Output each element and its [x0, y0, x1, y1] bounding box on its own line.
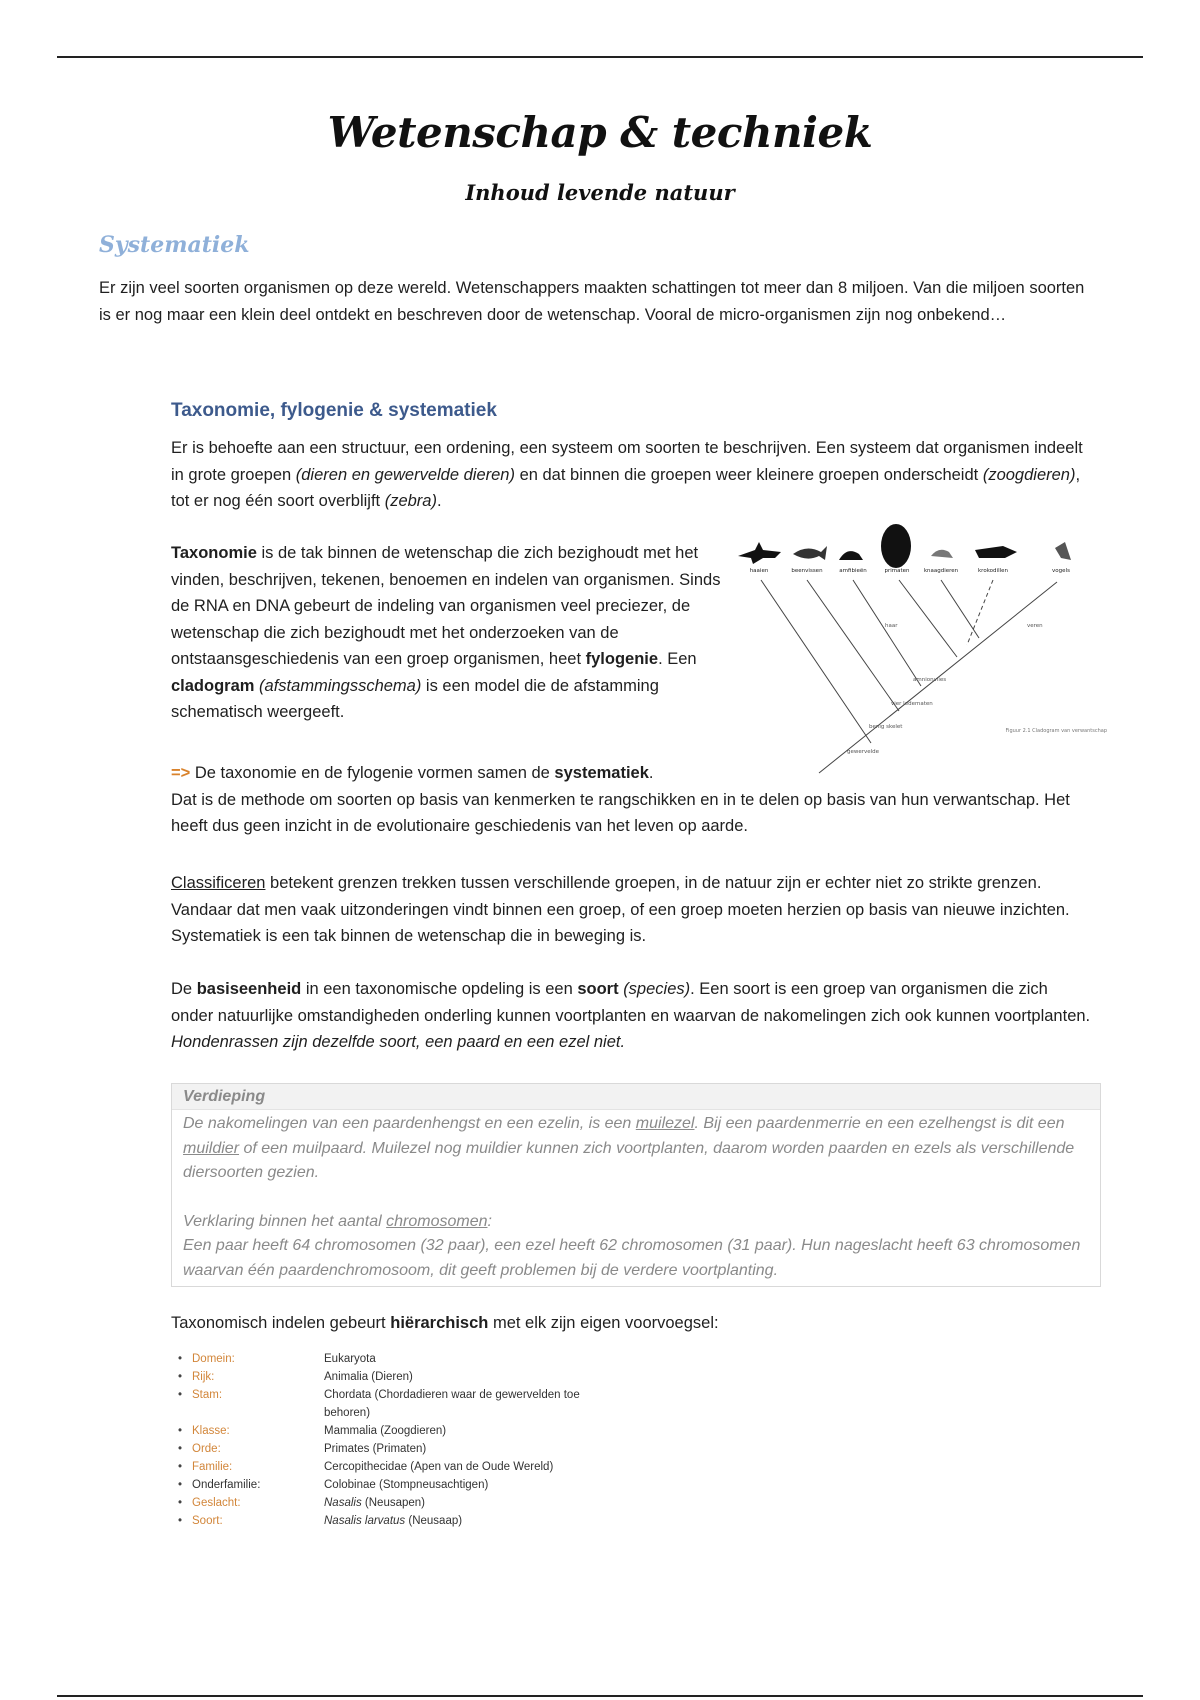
crocodile-icon	[975, 546, 1017, 558]
taxon-label: amfibieën	[839, 568, 867, 574]
node-label: vier ledematen	[891, 701, 933, 707]
taxon-label: primaten	[884, 568, 910, 574]
shark-icon	[738, 542, 781, 564]
bird-icon	[1055, 542, 1071, 560]
paragraph-systematiek: => De taxonomie en de fylogenie vormen samen de systematiek. Dat is de methode om soorten op basis van kenmerken te rangschikken en in te delen op basis van hun verwantschap. Het heeft dus geen inzicht in de evolutionaire geschiedenis van het leven op aarde.	[171, 764, 1070, 835]
figure-caption: Figuur 2.1 Cladogram van verwantschap	[1005, 728, 1107, 734]
taxon-label: beenvissen	[791, 568, 823, 574]
node-label: benig skelet	[869, 724, 903, 730]
paragraph-taxonomie: Taxonomie is de tak binnen de wetenschap die zich bezighoudt met het vinden, beschrijven, tekenen, benoemen en indelen van organismen. Sinds de RNA en DNA gebeurt de indeling van organismen veel preciezer, de wetenschap die zich bezighoudt met het onderzoeken van de ontstaansgeschiedenis van een groep organismen, heet fylogenie. Een cladogram (afstammingsschema) is een model die de afstamming schematisch weergeeft.	[171, 544, 721, 721]
fish-icon	[793, 546, 827, 560]
node-label: haar	[885, 623, 898, 629]
list-item: • Familie: Cercopithecidae (Apen van de Oude Wereld)	[178, 1461, 554, 1473]
list-item: • Stam: Chordata (Chordadieren waar de gewervelden toe	[178, 1389, 580, 1401]
paragraph-hierarchisch: Taxonomisch indelen gebeurt hiërarchisch met elk zijn eigen voorvoegsel:	[171, 1314, 719, 1332]
taxon-label: krokodillen	[978, 568, 1008, 574]
list-item: • Onderfamilie: Colobinae (Stompneusachtigen)	[178, 1479, 489, 1491]
section-heading-systematiek: Systematiek	[99, 232, 250, 258]
taxon-label: haaien	[749, 568, 769, 574]
animal-silhouettes	[738, 524, 1071, 568]
arrow-icon: =>	[171, 764, 191, 782]
intro-paragraph: Er zijn veel soorten organismen op deze wereld. Wetenschappers maakten schattingen tot meer dan 8 miljoen. Van die miljoen soorten is er nog maar een klein deel ontdekt en beschreven door de wetenschap. Vooral de micro-organismen zijn nog onbekend…	[99, 279, 1085, 324]
taxon-label: knaagdieren	[923, 568, 959, 574]
document-subtitle: Inhoud levende natuur	[465, 180, 735, 205]
list-item: • Geslacht: Nasalis (Neusapen)	[178, 1497, 426, 1509]
primate-icon	[881, 524, 911, 568]
node-label: veren	[1027, 623, 1043, 629]
paragraph-basiseenheid: De basiseenheid in een taxonomische opdeling is een soort (species). Een soort is een groep van organismen die zich onder natuurlijke omstandigheden onderling kunnen voortplanten en waarvan de nakomelingen zich ook kunnen voortplanten. Hondenrassen zijn dezelfde soort, een paard en een ezel niet.	[171, 980, 1091, 1051]
rodent-icon	[931, 550, 953, 558]
cladogram-branches	[761, 580, 1057, 773]
taxonomy-hierarchy-list	[178, 1350, 618, 1530]
node-label: gewervelde	[847, 749, 880, 755]
node-label: amnionvlies	[913, 677, 947, 683]
subsection-heading: Taxonomie, fylogenie & systematiek	[171, 400, 497, 421]
frog-icon	[839, 551, 863, 560]
paragraph-structure: Er is behoefte aan een structuur, een ordening, een systeem om soorten te beschrijven. Een systeem dat organismen indeelt in grote groepen (dieren en gewervelde dieren) en dat binnen die groepen weer kleinere groepen onderscheidt (zoogdieren), tot er nog één soort overblijft (zebra).	[171, 439, 1083, 510]
paragraph-classificeren: Classificeren betekent grenzen trekken tussen verschillende groepen, in de natuur zijn er echter niet zo strikte grenzen. Vandaar dat men vaak uitzonderingen vindt binnen een groep, of een groep moeten herzien op basis van nieuwe inzichten. Systematiek is een tak binnen de wetenschap die in beweging is.	[171, 874, 1070, 945]
taxon-label: vogels	[1052, 568, 1070, 574]
cladogram-figure	[735, 520, 1115, 778]
bottom-rule	[57, 1695, 1143, 1697]
list-item: behoren)	[324, 1407, 371, 1419]
verdieping-body: De nakomelingen van een paardenhengst en een ezelin, is een muilezel. Bij een paardenmerrie en een ezelhengst is dit een muildier of een muilpaard. Muilezel nog muildier kunnen zich voortplanten, daarom worden paarden en ezels als verschillende diersoorten gezien. Verklaring binnen het aantal chromosomen: Een paar heeft 64 chromosomen (32 paar), een ezel heeft 62 chromosomen (31 paar). Hun nageslacht heeft 63 chromosomen waarvan één paardenchromosoom, dit geeft problemen bij de verdere voortplanting.	[183, 1115, 1081, 1279]
verdieping-heading: Verdieping	[172, 1084, 1100, 1110]
verdieping-box	[171, 1083, 1101, 1287]
list-item: • Orde: Primates (Primaten)	[178, 1443, 427, 1455]
top-rule	[57, 56, 1143, 58]
list-item: • Rijk: Animalia (Dieren)	[178, 1371, 413, 1383]
list-item: • Soort: Nasalis larvatus (Neusaap)	[178, 1515, 463, 1527]
list-item: • Klasse: Mammalia (Zoogdieren)	[178, 1425, 447, 1437]
list-item: • Domein: Eukaryota	[178, 1353, 376, 1365]
document-title: Wetenschap & techniek	[327, 108, 873, 157]
